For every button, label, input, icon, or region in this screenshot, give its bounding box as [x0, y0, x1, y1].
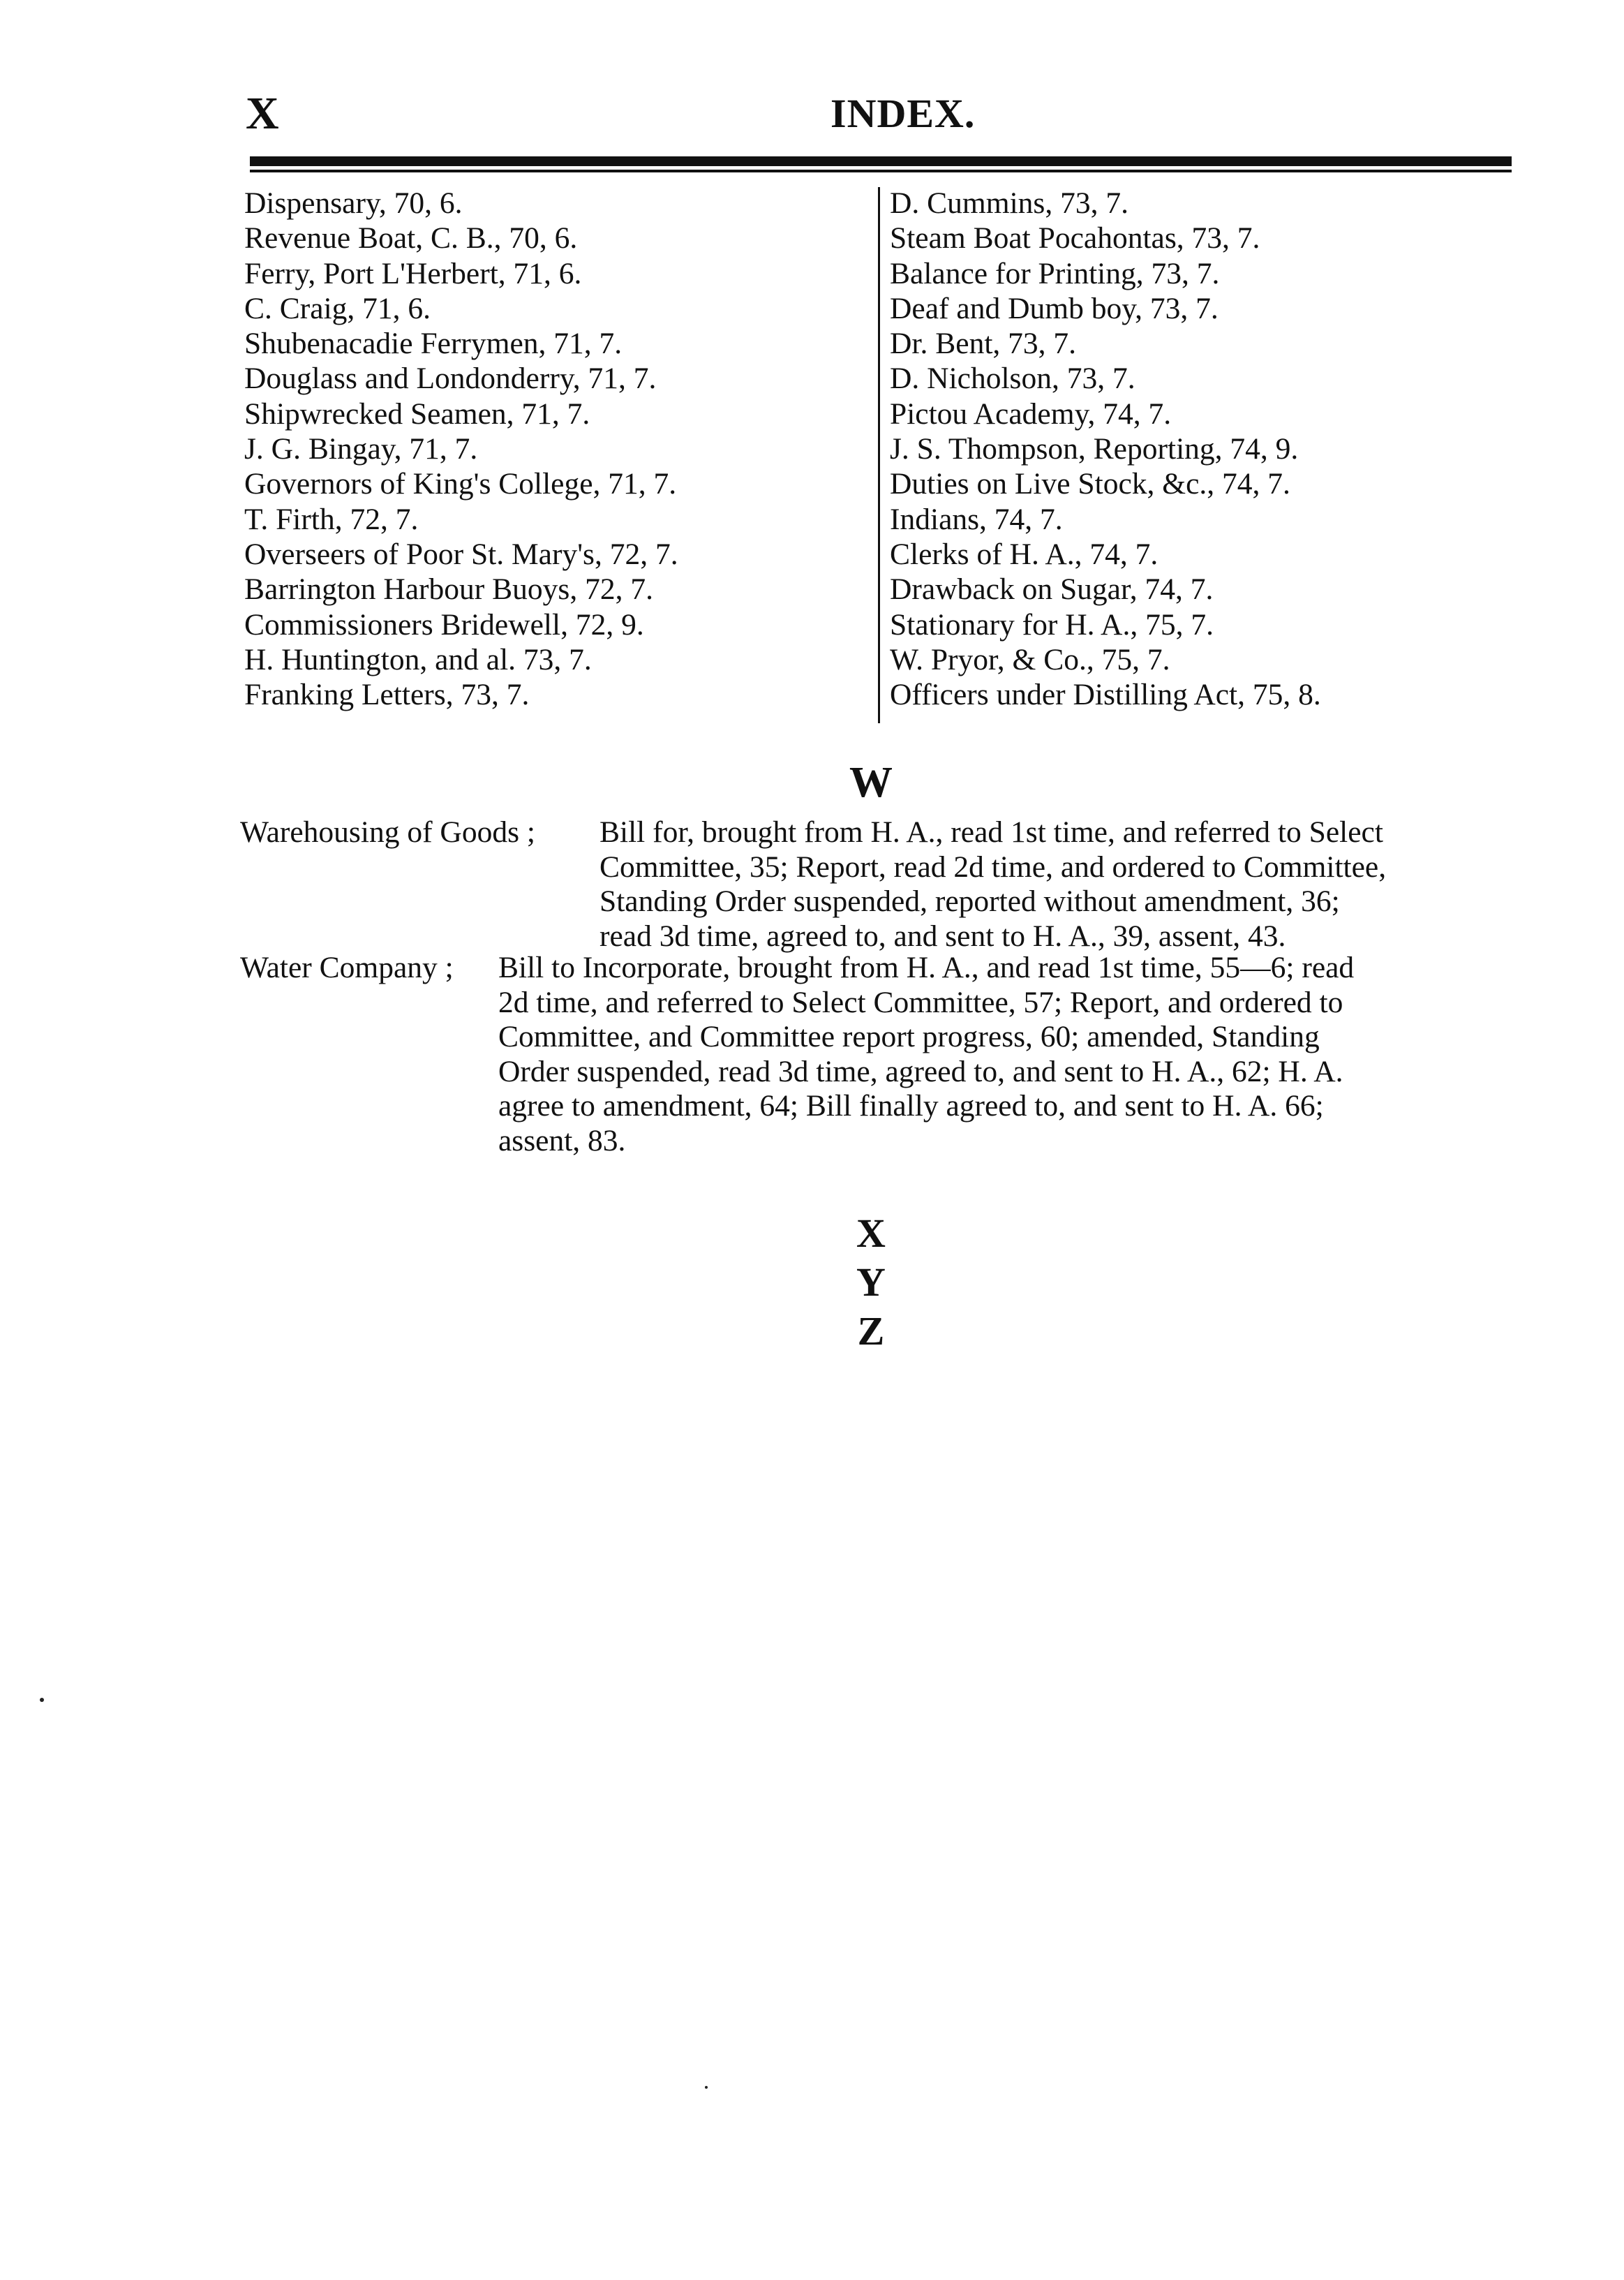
index-entry: Drawback on Sugar, 74, 7.	[890, 572, 1214, 607]
index-entry: Barrington Harbour Buoys, 72, 7.	[244, 572, 653, 607]
entry-body	[599, 815, 1521, 954]
entry-line: Committee, and Committee report progress, 60; amended, Standing	[498, 1020, 1320, 1053]
index-entry: H. Huntington, and al. 73, 7.	[244, 642, 592, 676]
index-entry: D. Nicholson, 73, 7.	[890, 362, 1135, 396]
entry-body	[498, 951, 1521, 1158]
entry-line: Committee, 35; Report, read 2d time, and ordered to Committee,	[599, 850, 1387, 884]
index-entry-water-company	[240, 951, 1521, 1158]
entry-line: Bill to Incorporate, brought from H. A., and read 1st time, 55—6; read	[498, 951, 1355, 984]
index-entry: Franking Letters, 73, 7.	[244, 678, 530, 712]
entry-line: agree to amendment, 64; Bill finally agreed to, and sent to H. A. 66;	[498, 1089, 1324, 1123]
index-entry: Revenue Boat, C. B., 70, 6.	[244, 221, 578, 256]
column-divider	[878, 187, 880, 723]
index-entry: Officers under Distilling Act, 75, 8.	[890, 678, 1321, 712]
index-entry: Governors of King's College, 71, 7.	[244, 467, 677, 501]
index-entry: Clerks of H. A., 74, 7.	[890, 537, 1159, 571]
section-heading-x: X	[856, 1211, 886, 1256]
index-entry: Indians, 74, 7.	[890, 502, 1063, 536]
index-entry: Commissioners Bridewell, 72, 9.	[244, 607, 644, 642]
entry-line: Standing Order suspended, reported without amendment, 36;	[599, 884, 1340, 918]
index-entry: T. Firth, 72, 7.	[244, 502, 419, 536]
section-heading-w: W	[849, 759, 893, 806]
entry-heading: Water Company ;	[240, 951, 454, 984]
index-entry: Douglass and Londonderry, 71, 7.	[244, 362, 657, 396]
section-heading-y: Y	[856, 1259, 886, 1305]
index-entry: Ferry, Port L'Herbert, 71, 6.	[244, 256, 582, 290]
entry-line: read 3d time, agreed to, and sent to H. A., 39, assent, 43.	[599, 919, 1286, 953]
index-entry: Shipwrecked Seamen, 71, 7.	[244, 397, 590, 431]
index-entry: D. Cummins, 73, 7.	[890, 186, 1128, 220]
index-entry: Shubenacadie Ferrymen, 71, 7.	[244, 327, 623, 361]
page-number: X	[246, 88, 279, 139]
index-entry: Overseers of Poor St. Mary's, 72, 7.	[244, 537, 678, 571]
index-entry: J. S. Thompson, Reporting, 74, 9.	[890, 432, 1299, 466]
entry-line: Order suspended, read 3d time, agreed to, and sent to H. A., 62; H. A.	[498, 1054, 1343, 1088]
entry-line: 2d time, and referred to Select Committee, 57; Report, and ordered to	[498, 985, 1343, 1019]
entry-line: Bill for, brought from H. A., read 1st time, and referred to Select	[599, 815, 1383, 849]
index-column-right	[890, 186, 1490, 712]
index-entry: Stationary for H. A., 75, 7.	[890, 607, 1214, 642]
index-entry: W. Pryor, & Co., 75, 7.	[890, 642, 1170, 676]
index-entry: C. Craig, 71, 6.	[244, 291, 431, 325]
index-entry-warehousing	[240, 815, 1521, 954]
index-column-left	[244, 186, 872, 712]
header-rule-thick	[250, 156, 1512, 166]
index-entry: Duties on Live Stock, &c., 74, 7.	[890, 467, 1290, 501]
index-entry: Balance for Printing, 73, 7.	[890, 256, 1220, 290]
page-title: INDEX.	[830, 91, 976, 136]
index-entry: J. G. Bingay, 71, 7.	[244, 432, 478, 466]
paper-speck	[40, 1698, 44, 1702]
section-heading-z: Z	[857, 1308, 885, 1354]
entry-heading: Warehousing of Goods ;	[240, 815, 535, 849]
index-entry: Deaf and Dumb boy, 73, 7.	[890, 291, 1219, 325]
index-entry: Dispensary, 70, 6.	[244, 186, 463, 220]
entry-line: assent, 83.	[498, 1123, 626, 1157]
paper-speck	[705, 2086, 708, 2089]
header-rule-thin	[250, 170, 1512, 172]
index-entry: Dr. Bent, 73, 7.	[890, 327, 1077, 361]
index-entry: Steam Boat Pocahontas, 73, 7.	[890, 221, 1260, 256]
index-entry: Pictou Academy, 74, 7.	[890, 397, 1172, 431]
